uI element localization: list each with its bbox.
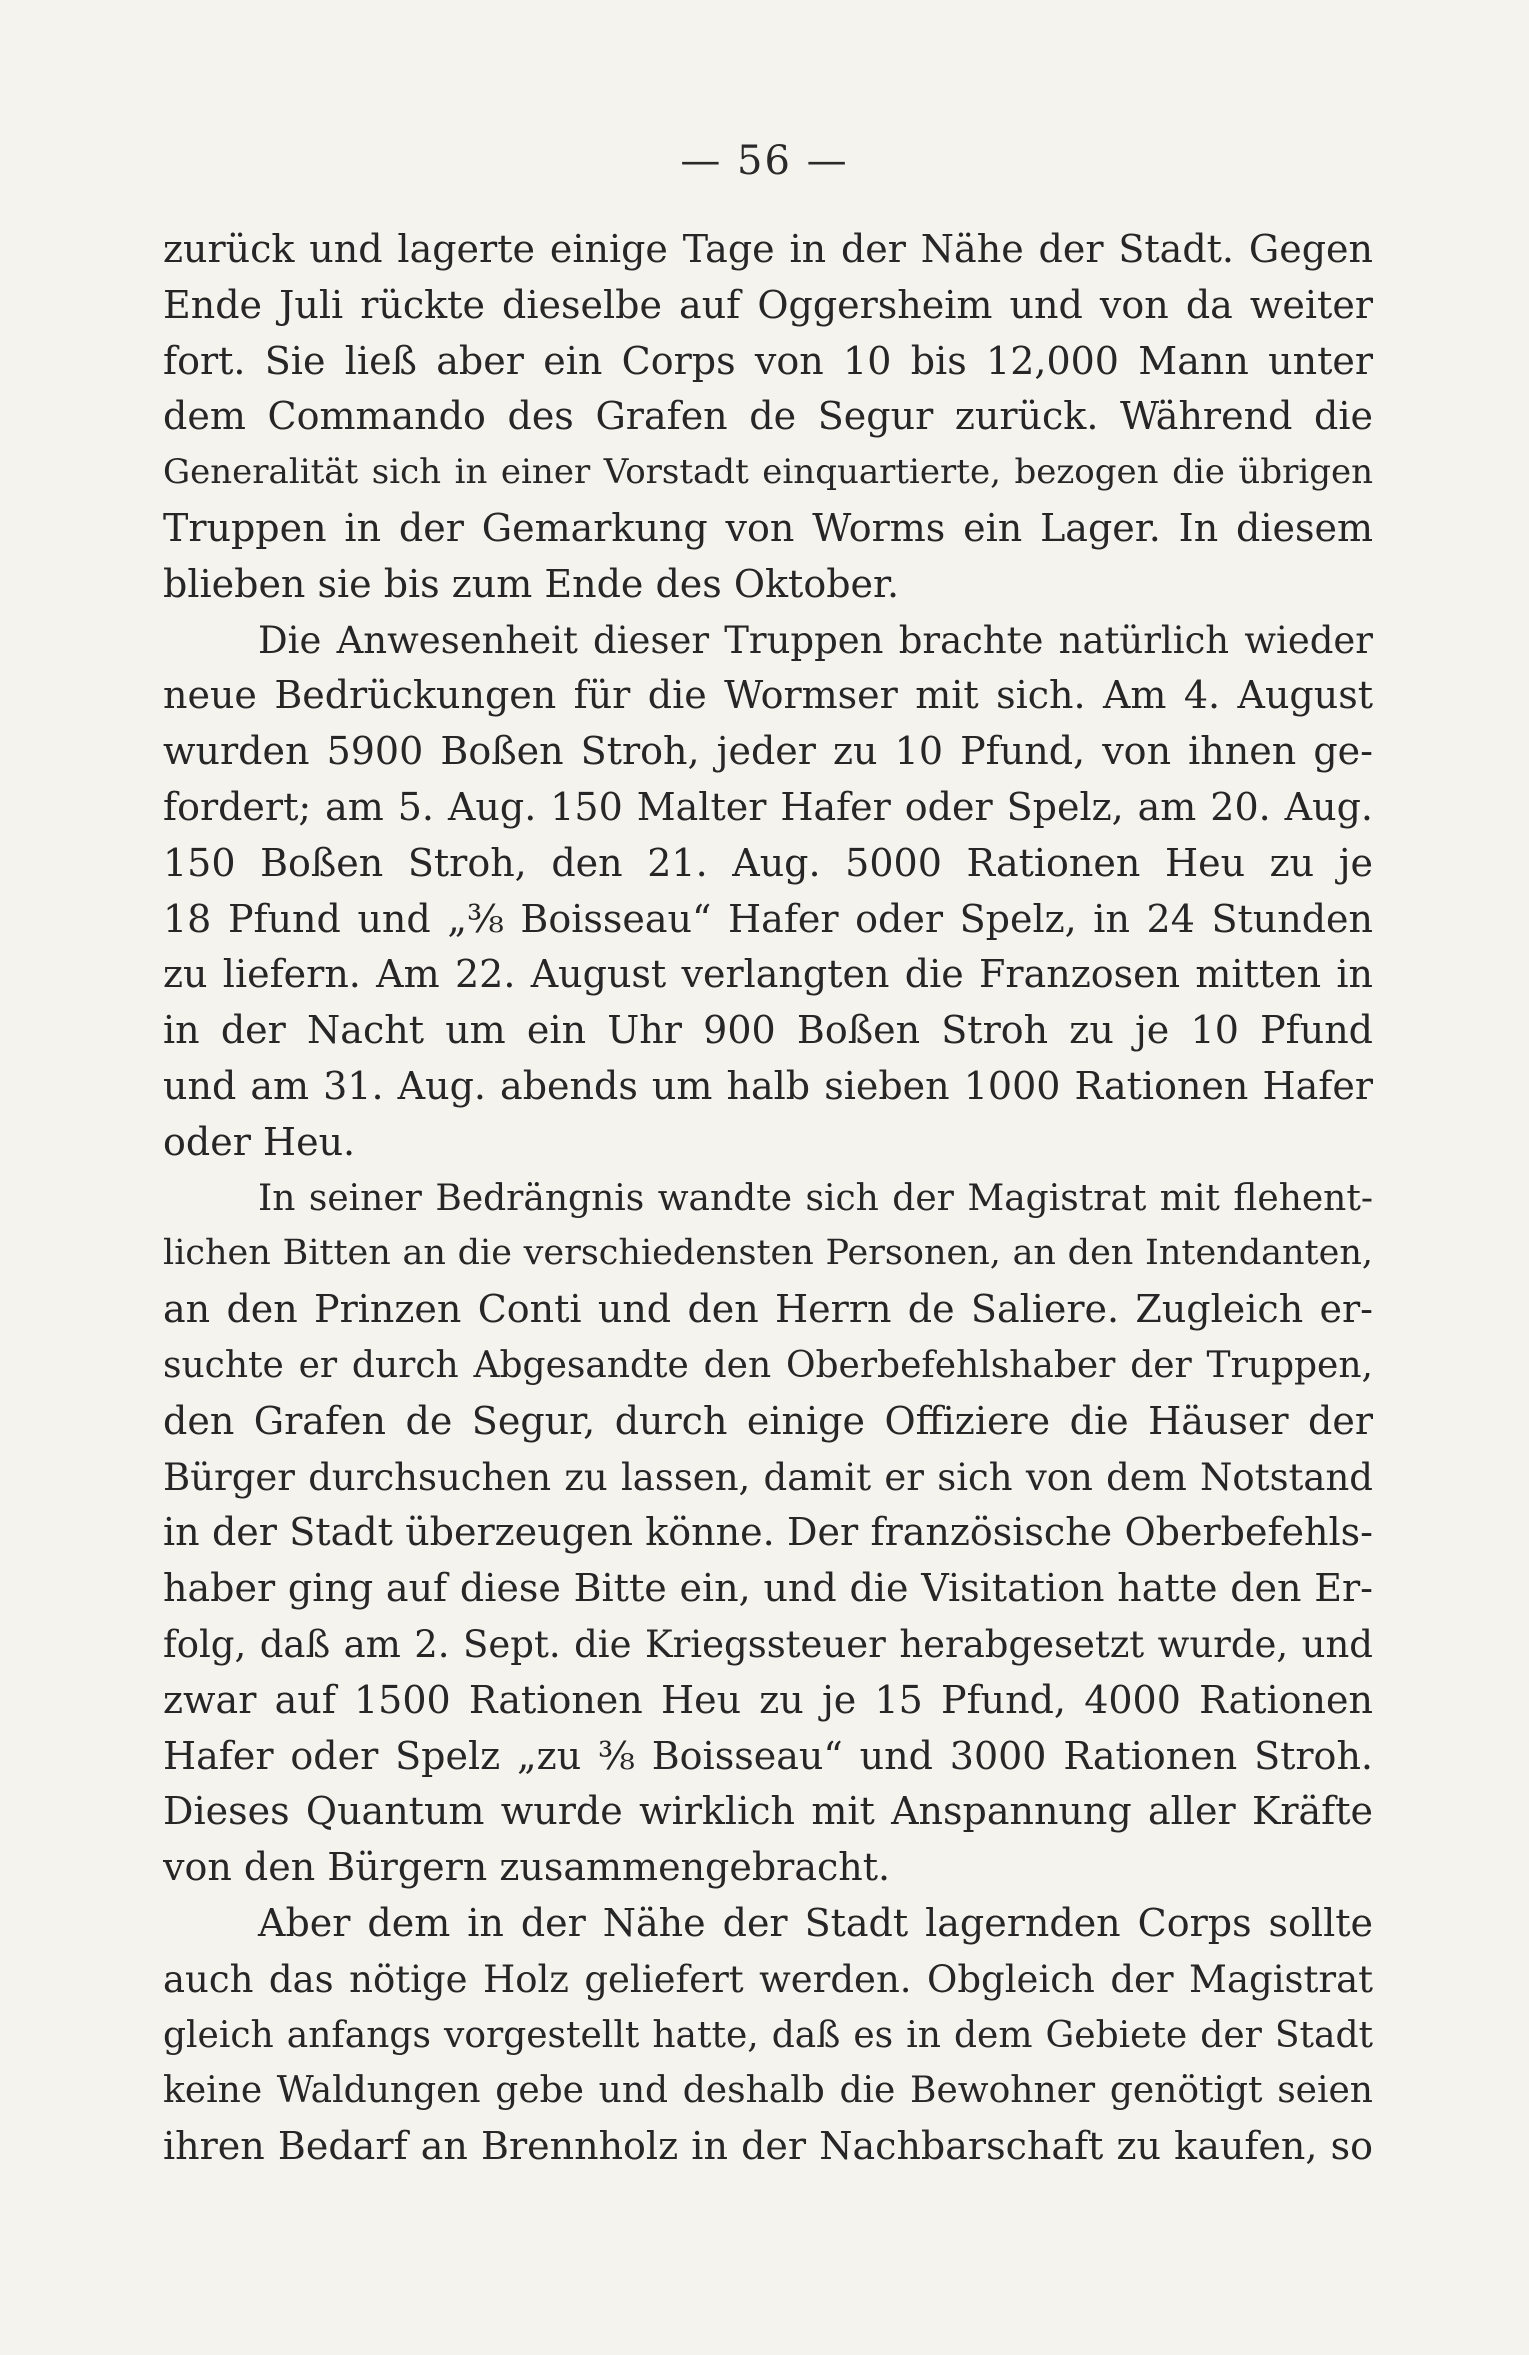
text-line: In seiner Bedrängnis wandte sich der Magistrat mit flehent- [258,1177,1373,1219]
page-number: — 56 — [680,138,849,184]
text-line: ihren Bedarf an Brennholz in der Nachbarschaft zu kaufen, so [163,2124,1373,2169]
text-line: Die Anwesenheit dieser Truppen brachte natürlich wieder [258,618,1373,662]
text-line: Ende Juli rückte dieselbe auf Oggersheim und von da weiter [163,282,1373,327]
text-line: in der Stadt überzeugen könne. Der französische Oberbefehls- [163,1510,1373,1555]
text-line: fort. Sie ließ aber ein Corps von 10 bis 12,000 Mann unter [163,338,1373,383]
text-line: zwar auf 1500 Rationen Heu zu je 15 Pfund, 4000 Rationen [163,1677,1373,1722]
text-line: Dieses Quantum wurde wirklich mit Anspannung aller Kräfte [163,1789,1373,1834]
text-line: oder Heu. [163,1119,356,1164]
text-line: Bürger durchsuchen zu lassen, damit er sich von dem Notstand [163,1455,1373,1499]
body-text [163,222,1373,2175]
text-line: in der Nacht um ein Uhr 900 Boßen Stroh zu je 10 Pfund [163,1008,1373,1053]
text-line: den Grafen de Segur, durch einige Offiziere die Häuser der [163,1398,1373,1443]
text-line: 18 Pfund und „⅜ Boisseau“ Hafer oder Spelz, in 24 Stunden [163,896,1373,941]
text-line: fordert; am 5. Aug. 150 Malter Hafer oder Spelz, am 20. Aug. [163,784,1373,829]
text-line: 150 Boßen Stroh, den 21. Aug. 5000 Rationen Heu zu je [163,840,1373,885]
text-line: auch das nötige Holz geliefert werden. Obgleich der Magistrat [163,1957,1373,2001]
text-line: folg, daß am 2. Sept. die Kriegssteuer herabgesetzt wurde, und [163,1622,1373,1666]
text-line: haber ging auf diese Bitte ein, und die Visitation hatte den Er- [163,1566,1373,1611]
text-line: Aber dem in der Nähe der Stadt lagernden Corps sollte [258,1900,1373,1945]
text-line: zurück und lagerte einige Tage in der Nähe der Stadt. Gegen [163,227,1373,271]
text-line: an den Prinzen Conti und den Herrn de Saliere. Zugleich er- [163,1287,1373,1332]
text-line: von den Bürgern zusammengebracht. [163,1845,891,1890]
text-line: zu liefern. Am 22. August verlangten die Franzosen mitten in [163,952,1373,997]
text-line: suchte er durch Abgesandte den Oberbefehlshaber der Truppen, [163,1344,1373,1386]
text-line: dem Commando des Grafen de Segur zurück. Während die [163,394,1373,439]
text-line: Generalität sich in einer Vorstadt einquartierte, bezogen die übrigen [163,452,1373,493]
text-line: wurden 5900 Boßen Stroh, jeder zu 10 Pfund, von ihnen ge- [163,729,1373,774]
text-line: lichen Bitten an die verschiedensten Personen, an den Intendanten, [163,1233,1373,1274]
text-line: Hafer oder Spelz „zu ⅜ Boisseau“ und 3000 Rationen Stroh. [163,1733,1373,1778]
text-line: gleich anfangs vorgestellt hatte, daß es in dem Gebiete der Stadt [163,2014,1373,2056]
text-line: und am 31. Aug. abends um halb sieben 1000 Rationen Hafer [163,1063,1373,1108]
text-line: keine Waldungen gebe und deshalb die Bewohner genötigt seien [163,2070,1373,2112]
text-line: blieben sie bis zum Ende des Oktober. [163,561,900,606]
text-line: Truppen in der Gemarkung von Worms ein Lager. In diesem [163,505,1373,550]
text-line: neue Bedrückungen für die Wormser mit sich. Am 4. August [163,673,1373,718]
